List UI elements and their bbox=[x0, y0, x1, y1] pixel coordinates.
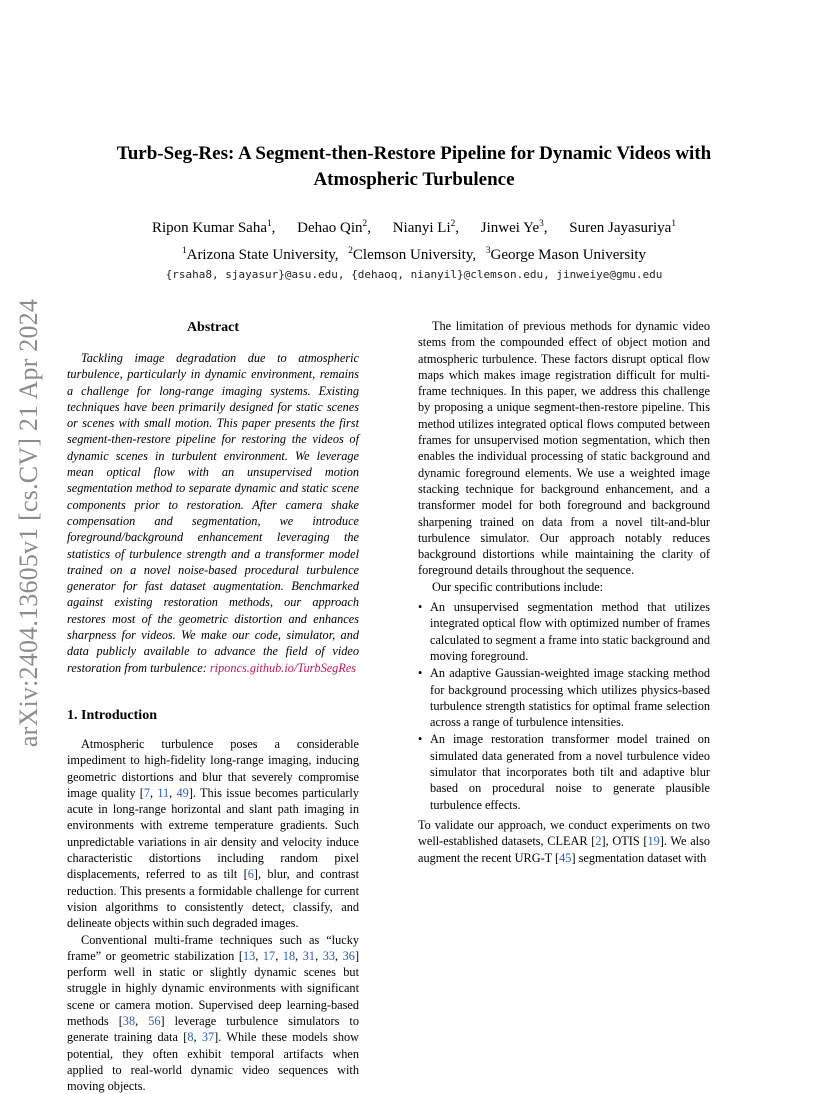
contribution-item: • An adaptive Gaussian-weighted image stacking method for background processing which utilizes physics-based turbulence strength statistics for optimal frame selection across a range of turbulence intensities. bbox=[418, 665, 710, 730]
affiliation: $^1$Arizona State University, bbox=[182, 247, 339, 263]
citation-link[interactable]: 7 bbox=[144, 786, 150, 800]
citation-link[interactable]: 33 bbox=[323, 949, 335, 963]
citation-link[interactable]: 31 bbox=[303, 949, 315, 963]
citation-link[interactable]: 8 bbox=[187, 1030, 193, 1044]
citation-link[interactable]: 18 bbox=[283, 949, 295, 963]
right-column bbox=[418, 318, 710, 866]
title-line-1: Turb-Seg-Res: A Segment-then-Restore Pipeline for Dynamic Videos with bbox=[60, 141, 768, 167]
introduction-heading: 1. Introduction bbox=[67, 706, 359, 726]
intro-paragraph-5: To validate our approach, we conduct experiments on two well-established datasets, CLEAR [2], OTIS [19]. We also augment the recent URG-T [45] segmentation dataset with bbox=[418, 817, 710, 866]
citation-link[interactable]: 38 bbox=[123, 1014, 135, 1028]
citation-link[interactable]: 37 bbox=[202, 1030, 214, 1044]
citation-link[interactable]: 6 bbox=[248, 867, 254, 881]
author-emails[interactable]: {rsaha8, sjayasur}@asu.edu, {dehaoq, nianyil}@clemson.edu, jinweiye@gmu.edu bbox=[60, 267, 768, 283]
citation-link[interactable]: 56 bbox=[148, 1014, 160, 1028]
arxiv-identifier-stamp bbox=[14, 288, 44, 758]
citation-link[interactable]: 49 bbox=[177, 786, 189, 800]
author: Jinwei Ye$^3$, bbox=[481, 220, 548, 236]
intro-paragraph-4: Our specific contributions include: bbox=[418, 579, 710, 595]
author: Suren Jayasuriya$^1$ bbox=[569, 220, 676, 236]
contribution-item: • An image restoration transformer model trained on simulated data generated from a novel turbulence video simulator that incorporates both tilt and adaptive blur based on procedural noise to generate plausible turbulence effects. bbox=[418, 731, 710, 812]
author: Dehao Qin$^2$, bbox=[297, 220, 371, 236]
paper-title bbox=[60, 141, 768, 193]
citation-link[interactable]: 13 bbox=[243, 949, 255, 963]
abstract-text: Tackling image degradation due to atmospheric turbulence, particularly in dynamic environment, remains a challenge for long-range imaging systems. Existing techniques have been primarily designed for static scenes or scenes with small motion. This paper presents the first segment-then-restore pipeline for restoring the videos of dynamic scenes in turbulent environment. We leverage mean optical flow with an unsupervised motion segmentation method to separate dynamic and static scene components prior to restoration. After camera shake compensation and segmentation, we introduce foreground/background enhancement leveraging the statistics of turbulence strength and a transformer model trained on a novel noise-based procedural turbulence generator for fast dataset augmentation. Benchmarked against existing restoration methods, our approach restores most of the geometric distortion and enhances sharpness for videos. We make our code, simulator, and data publicly available to advance the field of video restoration from turbulence: riponcs.github.io/TurbSegRes bbox=[67, 350, 359, 676]
citation-link[interactable]: 11 bbox=[157, 786, 169, 800]
title-line-2: Atmospheric Turbulence bbox=[60, 167, 768, 193]
citation-link[interactable]: 45 bbox=[559, 851, 571, 865]
project-link[interactable]: riponcs.github.io/TurbSegRes bbox=[210, 661, 356, 675]
intro-paragraph-1: Atmospheric turbulence poses a considerable impediment to high-fidelity long-range imaging, inducing geometric distortions and blur that severely compromise image quality [7, 11, 49]. This issue becomes particularly acute in long-range horizontal and slant path imaging in environments with extreme temperature gradients. Such unpredictable variations in air density and velocity induce characteristic distortions including random pixel displacements, referred to as tilt [6], blur, and contrast reduction. This presents a formidable challenge for current vision algorithms to consistently detect, classify, and delineate objects within such degraded images. bbox=[67, 736, 359, 932]
citation-link[interactable]: 2 bbox=[595, 834, 601, 848]
abstract-heading: Abstract bbox=[67, 318, 359, 338]
citation-link[interactable]: 17 bbox=[263, 949, 275, 963]
intro-paragraph-3: The limitation of previous methods for dynamic video stems from the compounded effect of object motion and atmospheric turbulence. These factors disrupt optical flow maps which makes image registration difficult for multi-frame techniques. In this paper, we address this challenge by proposing a unique segment-then-restore pipeline. This method utilizes integrated optical flows computed between frames for unsupervised motion segmentation, which then enables the individual processing of static background and dynamic foreground elements. We use a weighted image stacking technique for background enhancement, and a transformer model for both foreground and background sharpening trained on data from a novel tilt-and-blur turbulence simulator. Our approach notably reduces background distortions while maintaining the clarity of foreground details throughout the sequence. bbox=[418, 318, 710, 579]
citation-link[interactable]: 19 bbox=[648, 834, 660, 848]
author-list bbox=[60, 218, 768, 238]
affiliation: $^2$Clemson University, bbox=[348, 247, 476, 263]
author: Nianyi Li$^2$, bbox=[393, 220, 459, 236]
contributions-list bbox=[418, 599, 710, 813]
affiliation-list bbox=[60, 245, 768, 265]
arxiv-stamp-text: arXiv:2404.13605v1 [cs.CV] 21 Apr 2024 bbox=[14, 299, 44, 747]
contribution-item: • An unsupervised segmentation method that utilizes integrated optical flow with optimized number of frames calculated to segment a frame into static background and moving foreground. bbox=[418, 599, 710, 664]
author: Ripon Kumar Saha$^1$, bbox=[152, 220, 275, 236]
affiliation: $^3$George Mason University bbox=[486, 247, 646, 263]
intro-paragraph-2: Conventional multi-frame techniques such as “lucky frame” or geometric stabilization [13, 17, 18, 31, 33, 36] perform well in static or slightly dynamic scenes but struggle in highly dynamic environments with significant scene or camera motion. Supervised deep learning-based methods [38, 56] leverage turbulence simulators to generate training data [8, 37]. While these models show potential, they often exhibit temporal artifacts when applied to real-world dynamic video sequences with moving objects. bbox=[67, 932, 359, 1094]
left-column bbox=[67, 318, 359, 1094]
citation-link[interactable]: 36 bbox=[343, 949, 355, 963]
